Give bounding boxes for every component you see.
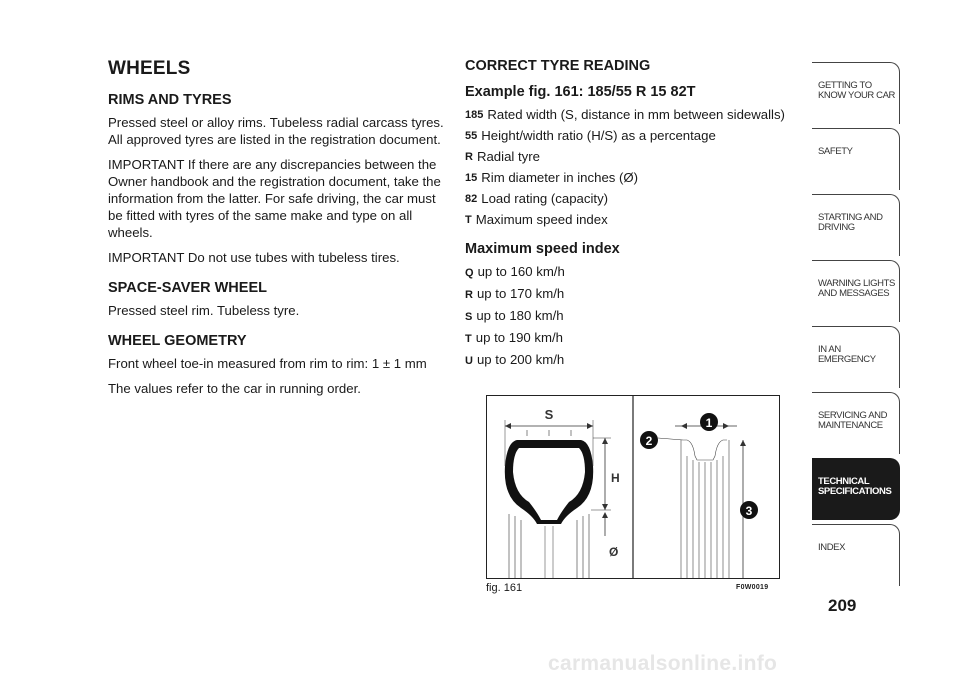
tab-servicing[interactable]: SERVICING AND MAINTENANCE	[812, 392, 900, 454]
code-text: Height/width ratio (H/S) as a percentage	[481, 128, 716, 143]
code-text: Maximum speed index	[475, 212, 608, 227]
callout-1-label: 1	[705, 416, 713, 430]
list-item	[465, 106, 795, 124]
tab-getting-to-know[interactable]: GETTING TO KNOW YOUR CAR	[812, 62, 900, 124]
label-diameter: Ø	[609, 545, 619, 559]
label-s: S	[544, 407, 554, 422]
speed-text: up to 180 km/h	[476, 308, 564, 323]
figure-code: F0W0019	[736, 584, 769, 591]
tab-starting-driving[interactable]: STARTING AND DRIVING	[812, 194, 900, 256]
code-text: Rated width (S, distance in mm between sidewalls)	[487, 107, 785, 122]
list-item	[465, 351, 795, 370]
tyre-example: Example fig. 161: 185/55 R 15 82T	[465, 84, 696, 100]
list-item	[465, 127, 795, 145]
important-note-2: IMPORTANT Do not use tubes with tubeless tires.	[108, 250, 400, 265]
tab-index[interactable]: INDEX	[812, 524, 900, 586]
list-item	[465, 148, 795, 166]
tab-technical-specifications[interactable]: TECHNICAL SPECIFICATIONS	[812, 458, 900, 520]
rim-profile	[681, 440, 729, 578]
list-item	[465, 285, 795, 304]
list-item	[465, 263, 795, 282]
speed-text: up to 160 km/h	[477, 264, 565, 279]
tab-emergency[interactable]: IN AN EMERGENCY	[812, 326, 900, 388]
rims-text: Pressed steel or alloy rims. Tubeless radial carcass tyres. All approved tyres are listed in the registration document.	[108, 115, 444, 147]
speed-text: up to 190 km/h	[475, 330, 563, 345]
speed-list	[465, 263, 795, 370]
speed-text: up to 170 km/h	[476, 286, 565, 301]
geometry-note: The values refer to the car in running order.	[108, 381, 361, 396]
important-note-1: IMPORTANT If there are any discrepancies between the Owner handbook and the registration document, take the information from the latter. For safe driving, the car must be fitted with tyres of the same make and type on all wheels.	[108, 157, 441, 240]
tyre-code-list	[465, 106, 795, 229]
code-label: 185	[465, 109, 484, 121]
code-label: 55	[465, 130, 478, 142]
speed-text: up to 200 km/h	[476, 352, 565, 367]
code-text: Rim diameter in inches (Ø)	[481, 170, 639, 185]
callout-3-label: 3	[745, 504, 753, 518]
callout-2-label: 2	[645, 434, 653, 448]
list-item	[465, 211, 795, 229]
page-number: 209	[828, 596, 857, 615]
speed-code: Q	[465, 267, 474, 279]
tyre-reading-heading: CORRECT TYRE READING	[465, 58, 651, 74]
code-label: 15	[465, 172, 478, 184]
code-label: 82	[465, 193, 478, 205]
list-item	[465, 307, 795, 326]
list-item	[465, 329, 795, 348]
code-label: T	[465, 214, 472, 226]
speed-index-heading: Maximum speed index	[465, 241, 620, 257]
speed-code: S	[465, 311, 473, 323]
rims-heading: RIMS AND TYRES	[108, 92, 232, 108]
tab-safety[interactable]: SAFETY	[812, 128, 900, 190]
label-h: H	[611, 471, 620, 485]
tyre-diagram	[487, 396, 779, 578]
code-text: Load rating (capacity)	[481, 191, 609, 206]
spacesaver-heading: SPACE-SAVER WHEEL	[108, 280, 267, 296]
spacesaver-text: Pressed steel rim. Tubeless tyre.	[108, 303, 300, 318]
left-column	[108, 58, 448, 405]
list-item	[465, 190, 795, 208]
figure-caption: fig. 161	[486, 582, 523, 594]
footer-watermark: carmanualsonline.info	[548, 652, 778, 675]
speed-code: U	[465, 355, 473, 367]
tyre-diagram-figure	[486, 395, 780, 579]
right-column	[465, 58, 795, 373]
speed-code: R	[465, 289, 473, 301]
list-item	[465, 169, 795, 187]
tab-warning-lights[interactable]: WARNING LIGHTS AND MESSAGES	[812, 260, 900, 322]
chapter-sidebar	[812, 62, 900, 590]
tyre-inner	[513, 448, 585, 502]
code-text: Radial tyre	[476, 149, 540, 164]
section-title: WHEELS	[108, 58, 191, 79]
geometry-heading: WHEEL GEOMETRY	[108, 333, 247, 349]
code-label: R	[465, 151, 473, 163]
speed-code: T	[465, 333, 472, 345]
geometry-text: Front wheel toe-in measured from rim to rim: 1 ± 1 mm	[108, 356, 427, 371]
